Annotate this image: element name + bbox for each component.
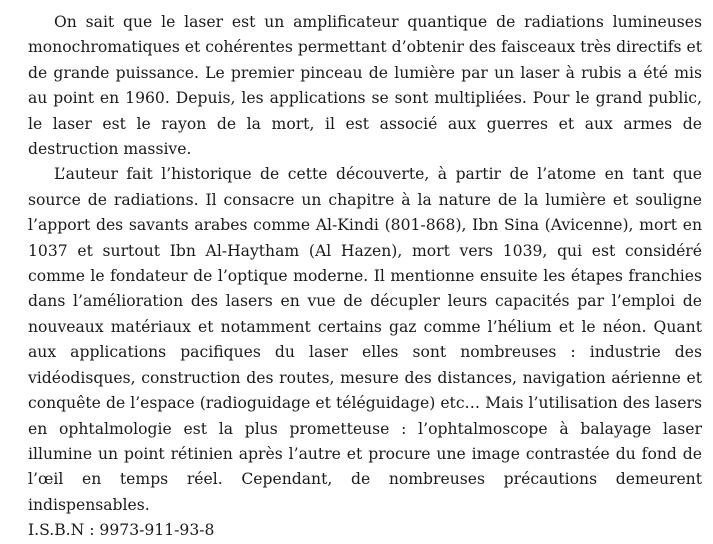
paragraph-history: L’auteur fait l’historique de cette découverte, à partir de l’atome en tant que source de radiations. Il consacre un chapitre à la nature de la lumière et souligne l’apport des savants arabes comme Al-Kindi (801-868), Ibn Sina (Avicenne), mort en 1037 et surtout Ibn Al-Haytham (Al Hazen), mort vers 1039, qui est considéré comme le fondateur de l’optique moderne. Il mentionne ensuite les étapes franchies dans l’amélioration des lasers en vue de décupler leurs capacités par l’emploi de nouveaux matériaux et notamment certains gaz comme l’hélium et le néon. Quant aux applications pacifiques du laser elles sont nombreuses : industrie des vidéodisques, construction des routes, mesure des distances, navigation aérienne et conquête de l’espace (radioguidage et téléguidage) etc… Mais l’utilisation des lasers en ophtalmologie est la plus prometteuse : l’ophtalmoscope à balayage laser illumine un point rétinien après l’autre et procure une image contrastée du fond de l’œil en temps réel. Cependant, de nombreuses précautions demeurent indispensables.	[28, 165, 702, 514]
paragraph-intro: On sait que le laser est un amplificateur quantique de radiations lumineuses monochromatiques et cohérentes permettant d’obtenir des faisceaux très directifs et de grande puissance. Le premier pinceau de lumière par un laser à rubis a été mis au point en 1960. Depuis, les applications se sont multipliées. Pour le grand public, le laser est le rayon de la mort, il est associé aux guerres et aux armes de destruction massive.	[28, 13, 702, 159]
document-page	[28, 10, 702, 544]
isbn-line: I.S.B.N : 9973-911-93-8	[28, 521, 215, 540]
